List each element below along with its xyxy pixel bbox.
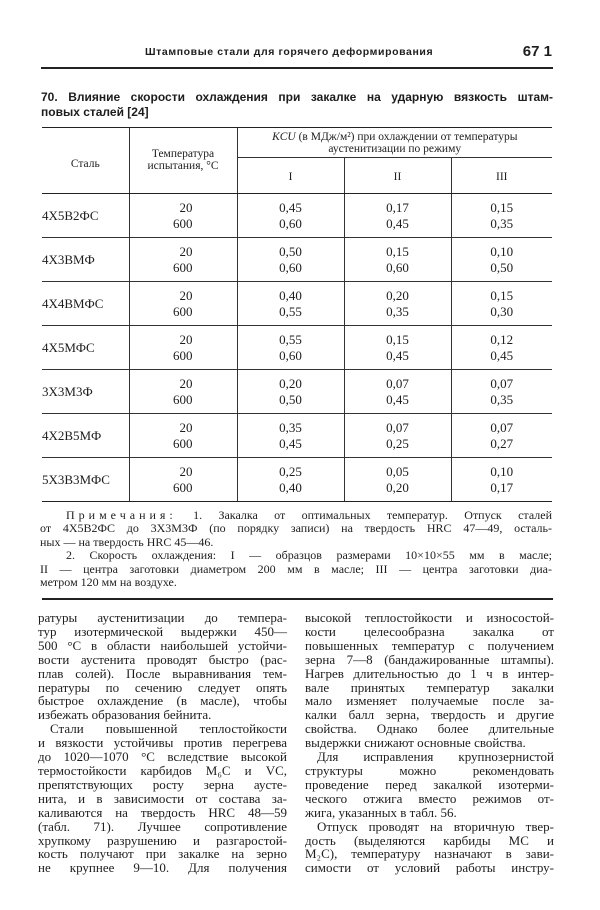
kcu-mode-2 [344, 326, 451, 370]
kcu-value: 0,50 [490, 259, 514, 275]
temperature-value: 600 [173, 391, 193, 407]
header-temp-line: Температура [151, 148, 215, 160]
steel-grade: 4Х5В2ФС [42, 194, 129, 238]
table-row [42, 370, 552, 414]
body-text-line: кость получают при закалке на зерно [38, 846, 287, 862]
kcu-value: 0,27 [490, 435, 514, 451]
kcu-value: 0,60 [279, 347, 302, 363]
temperature-value: 20 [179, 420, 193, 435]
kcu-value: 0,45 [279, 435, 302, 451]
temperature-value: 20 [179, 244, 193, 259]
table-caption [41, 90, 553, 120]
kcu-value: 0,20 [386, 288, 409, 303]
body-text-line: проведение перед закалкой изотерми- [305, 776, 554, 792]
kcu-mode-2 [344, 370, 451, 414]
body-text-line: высокой теплостойкости и износостой- [305, 610, 554, 625]
body-text-line: калки балл зерна, твердость и другие [305, 707, 554, 723]
kcu-value: 0,50 [279, 244, 302, 259]
kcu-value: 0,50 [279, 391, 302, 407]
kcu-mode-3 [451, 458, 552, 502]
body-text-line: нита, и в зависимости от состава за- [38, 790, 287, 806]
steel-grade: 4Х5МФС [42, 326, 129, 370]
table-row [42, 458, 552, 502]
body-text-line: вости аустенита проводят быстро (рас- [38, 651, 287, 667]
kcu-value: 0,60 [279, 215, 302, 231]
kcu-value: 0,10 [490, 244, 514, 259]
header-mode-2: II [344, 158, 451, 194]
header-kcu-line [238, 132, 553, 144]
body-text-line: 500 °C в области наибольшей устойчи- [38, 637, 287, 653]
steel-grade: 4Х4ВМФС [42, 282, 129, 326]
running-header: Штамповые стали для горячего деформирования [145, 46, 434, 58]
data-table [42, 127, 552, 502]
body-text-line: Отпуск проводят на вторичную твер- [317, 818, 554, 834]
kcu-value: 0,20 [279, 376, 302, 391]
kcu-value: 0,17 [490, 479, 514, 495]
body-text-line: не крупнее 9—10. Для получения [38, 860, 287, 876]
kcu-value: 0,35 [279, 420, 302, 435]
header-row [42, 128, 552, 158]
body-text-line: быстрое охлаждение (в масле), чтобы [38, 693, 287, 709]
body-text-line: свойства. Однако более длительные [305, 721, 554, 737]
temperature-value: 600 [173, 303, 193, 319]
body-text-line: повышенных температур с получением [305, 637, 554, 653]
body-text-line: выдержки снижают основные свойства. [305, 735, 526, 751]
test-temperature [129, 458, 237, 502]
kcu-value: 0,25 [386, 435, 409, 451]
caption-line: 70. Влияние скорости охлаждения при закалке на ударную вязкость штам- [41, 90, 553, 104]
body-text-line: кости целесообразна закалка от [305, 623, 554, 639]
notes-rule [42, 598, 553, 600]
kcu-mode-3 [451, 326, 552, 370]
kcu-value: 0,05 [386, 464, 409, 479]
steel-grade: 3Х3М3Ф [42, 370, 129, 414]
kcu-value: 0,55 [279, 303, 302, 319]
test-temperature [129, 370, 237, 414]
kcu-value: 0,35 [490, 391, 514, 407]
header-rule [41, 67, 553, 69]
kcu-value: 0,12 [490, 332, 514, 347]
kcu-value: 0,60 [279, 259, 302, 275]
kcu-value: 0,07 [386, 376, 409, 391]
kcu-mode-1 [237, 194, 344, 238]
kcu-value: 0,07 [490, 376, 514, 391]
body-text-line: мало изменяет получаемые после за- [305, 693, 554, 709]
body-text-line: избежать образования бейнита. [38, 707, 212, 723]
kcu-mode-2 [344, 414, 451, 458]
body-text-line: хрупкому разрушению и разгаростой- [38, 832, 287, 848]
kcu-value: 0,45 [386, 347, 409, 363]
kcu-value: 0,15 [490, 288, 514, 303]
test-temperature [129, 326, 237, 370]
body-text-line: пературы по сечению следует опять [38, 679, 287, 695]
header-temp-line: испытания, °С [147, 159, 219, 172]
kcu-mode-3 [451, 238, 552, 282]
kcu-value: 0,15 [386, 244, 409, 259]
temperature-value: 600 [173, 479, 193, 495]
kcu-mode-1 [237, 282, 344, 326]
body-text-line: Нагрев длительностью до 1 ч в интер- [305, 665, 554, 681]
kcu-mode-3 [451, 414, 552, 458]
note-text: 1. Закалка от оптимальных температур. Отпуск сталей [176, 508, 552, 522]
body-column-left [38, 611, 287, 875]
steel-grade: 5Х3В3МФС [42, 458, 129, 502]
note-line: от 4Х5В2ФС до 3Х3М3Ф (по порядку записи) на твердость HRC 47—49, осталь- [40, 521, 552, 536]
temperature-value: 20 [179, 376, 193, 391]
test-temperature [129, 238, 237, 282]
body-text-line: ратуры аустенитизации до темпера- [38, 610, 287, 625]
body-text-line: и вязкости устойчивы против перегрева [38, 735, 287, 751]
temperature-value: 600 [173, 435, 193, 451]
kcu-value: 0,07 [386, 420, 409, 435]
kcu-mode-2 [344, 458, 451, 502]
kcu-value: 0,55 [279, 332, 302, 347]
kcu-mode-3 [451, 370, 552, 414]
body-text-line: вале принятых температур закалки [305, 679, 554, 695]
body-text-line: дость (выделяются карбиды MC и [305, 832, 554, 848]
temperature-value: 600 [173, 215, 193, 231]
body-text-line: зерна 7—8 (бандажированные штампы). [305, 651, 554, 667]
kcu-value: 0,35 [386, 303, 409, 319]
body-text-line: Стали повышенной теплостойкости [50, 721, 287, 737]
kcu-value: 0,15 [490, 200, 514, 215]
temperature-value: 20 [179, 332, 193, 347]
test-temperature [129, 194, 237, 238]
temperature-value: 600 [173, 347, 193, 363]
body-text-line: препятствующих росту зерна аусте- [38, 776, 287, 792]
kcu-value: 0,15 [386, 332, 409, 347]
body-text-line: тур изотермической выдержки 450— [38, 623, 287, 639]
table-row [42, 414, 552, 458]
kcu-mode-2 [344, 282, 451, 326]
body-text-line: ческого отжига вместо режимов от- [305, 790, 554, 806]
body-text-line: (табл. 71). Лучшее сопротивление [38, 818, 287, 834]
steel-grade: 4Х3ВМФ [42, 238, 129, 282]
table-row [42, 326, 552, 370]
note-line [40, 509, 552, 522]
kcu-symbol: KCU [272, 131, 296, 143]
kcu-text: (в МДж/м²) при охлаждении от температуры [295, 131, 518, 143]
temperature-value: 20 [179, 464, 193, 479]
kcu-value: 0,45 [279, 200, 302, 215]
kcu-value: 0,07 [490, 420, 514, 435]
body-column-right [305, 611, 554, 875]
header-kcu-line: аустенитизации по режиму [328, 142, 462, 155]
kcu-mode-1 [237, 238, 344, 282]
temperature-value: 20 [179, 288, 193, 303]
table-row [42, 282, 552, 326]
body-text-line: термостойкости карбидов M₆C и VC, [38, 762, 287, 778]
kcu-mode-3 [451, 194, 552, 238]
header-test-temperature [129, 128, 237, 194]
kcu-value: 0,40 [279, 288, 302, 303]
note-line: метром 120 мм на воздухе. [40, 575, 177, 590]
caption-line: повых сталей [24] [41, 105, 149, 119]
kcu-mode-1 [237, 414, 344, 458]
kcu-value: 0,45 [490, 347, 514, 363]
header-mode-3: III [451, 158, 552, 194]
body-text-line: Для исправления крупнозернистой [317, 749, 554, 765]
page-number: 67 1 [522, 43, 552, 60]
kcu-value: 0,20 [386, 479, 409, 495]
notes-label: Примечания: [66, 508, 177, 522]
kcu-value: 0,17 [386, 200, 409, 215]
kcu-mode-1 [237, 326, 344, 370]
body-text-line: каливаются на твердость HRC 48—59 [38, 804, 287, 820]
test-temperature [129, 282, 237, 326]
header-kcu [237, 128, 552, 158]
note-line: ных — на твердость HRC 45—46. [40, 534, 214, 549]
kcu-value: 0,60 [386, 259, 409, 275]
kcu-value: 0,45 [386, 391, 409, 407]
body-text-line: симости от условий работы инстру- [305, 860, 554, 876]
note-line: II — центра заготовки диаметром 200 мм в масле; III — центра заготовки диа- [40, 561, 552, 576]
header-steel: Сталь [42, 128, 129, 194]
table-row [42, 194, 552, 238]
temperature-value: 600 [173, 259, 193, 275]
body-text-line: плав солей). После выравнивания тем- [38, 665, 287, 681]
kcu-mode-2 [344, 194, 451, 238]
kcu-value: 0,45 [386, 215, 409, 231]
kcu-mode-3 [451, 282, 552, 326]
kcu-value: 0,40 [279, 479, 302, 495]
kcu-value: 0,30 [490, 303, 514, 319]
steel-grade: 4Х2В5МФ [42, 414, 129, 458]
table-row [42, 238, 552, 282]
body-text-line: до 1020—1070 °C вследствие высокой [38, 749, 287, 765]
body-text-line: M₂C), температуру назначают в зави- [305, 846, 554, 862]
kcu-value: 0,25 [279, 464, 302, 479]
body-text-line: жига, указанных в табл. 56. [305, 804, 457, 820]
test-temperature [129, 414, 237, 458]
temperature-value: 20 [179, 200, 193, 215]
kcu-mode-1 [237, 458, 344, 502]
body-text-line: структуры можно рекомендовать [305, 762, 554, 778]
kcu-mode-2 [344, 238, 451, 282]
table-notes [40, 509, 552, 589]
header-mode-1: I [237, 158, 344, 194]
note-line: 2. Скорость охлаждения: I — образцов размерами 10×10×55 мм в масле; [66, 548, 552, 563]
kcu-value: 0,35 [490, 215, 514, 231]
kcu-value: 0,10 [490, 464, 514, 479]
kcu-mode-1 [237, 370, 344, 414]
